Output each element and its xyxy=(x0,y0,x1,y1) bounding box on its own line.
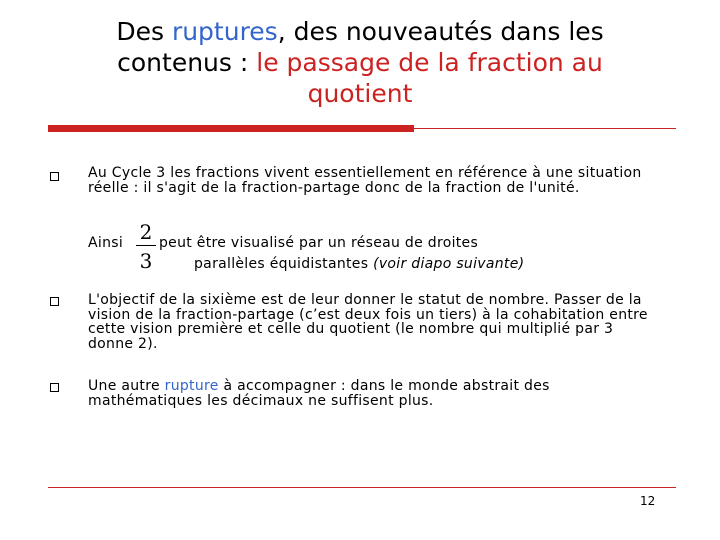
fraction-description-text: parallèles équidistantes xyxy=(194,256,374,272)
bullet-3-text xyxy=(88,379,658,408)
fraction-description-line-1: peut être visualisé par un réseau de droites xyxy=(159,235,479,251)
fraction-description-line-2 xyxy=(194,257,624,272)
fraction-bar xyxy=(136,245,156,246)
bullet-3-part-2: à accompagner : dans le monde abstrait des mathématiques les décimaux ne suffisent plus. xyxy=(88,378,550,409)
bottom-divider xyxy=(48,487,676,488)
title-highlight-ruptures: ruptures xyxy=(171,17,278,46)
fraction-numerator: 2 xyxy=(139,220,153,244)
title-part-1: Des xyxy=(116,17,172,46)
bullet-1-text: Au Cycle 3 les fractions vivent essentiellement en référence à une situation réelle : il s'agit de la fraction-partage donc de la fraction de l'unité. xyxy=(88,165,642,196)
bullet-3-part-1: Une autre xyxy=(88,378,165,394)
bullet-square-icon xyxy=(50,297,59,306)
ainsi-label: Ainsi xyxy=(88,235,124,251)
page-number: 12 xyxy=(640,494,656,508)
title-part-3: , des nouveautés dans les contenus : xyxy=(117,17,604,77)
bullet-3-highlight: rupture xyxy=(164,378,219,394)
top-divider-bar xyxy=(48,125,414,132)
bullet-square-icon xyxy=(50,383,59,392)
title-highlight-passage: le passage de la fraction au quotient xyxy=(256,48,603,108)
fraction-description-italic: (voir diapo suivante) xyxy=(373,256,525,272)
bullet-square-icon xyxy=(50,172,59,181)
slide-title xyxy=(70,16,650,109)
bullet-2-text: L'objectif de la sixième est de leur donner le statut de nombre. Passer de la vision de la fraction-partage (c’est deux fois un tiers) à la cohabitation entre cette vision première et celle du quotient (le nombre qui multiplié par 3 donne 2). xyxy=(88,292,648,352)
fraction-denominator: 3 xyxy=(139,249,153,273)
